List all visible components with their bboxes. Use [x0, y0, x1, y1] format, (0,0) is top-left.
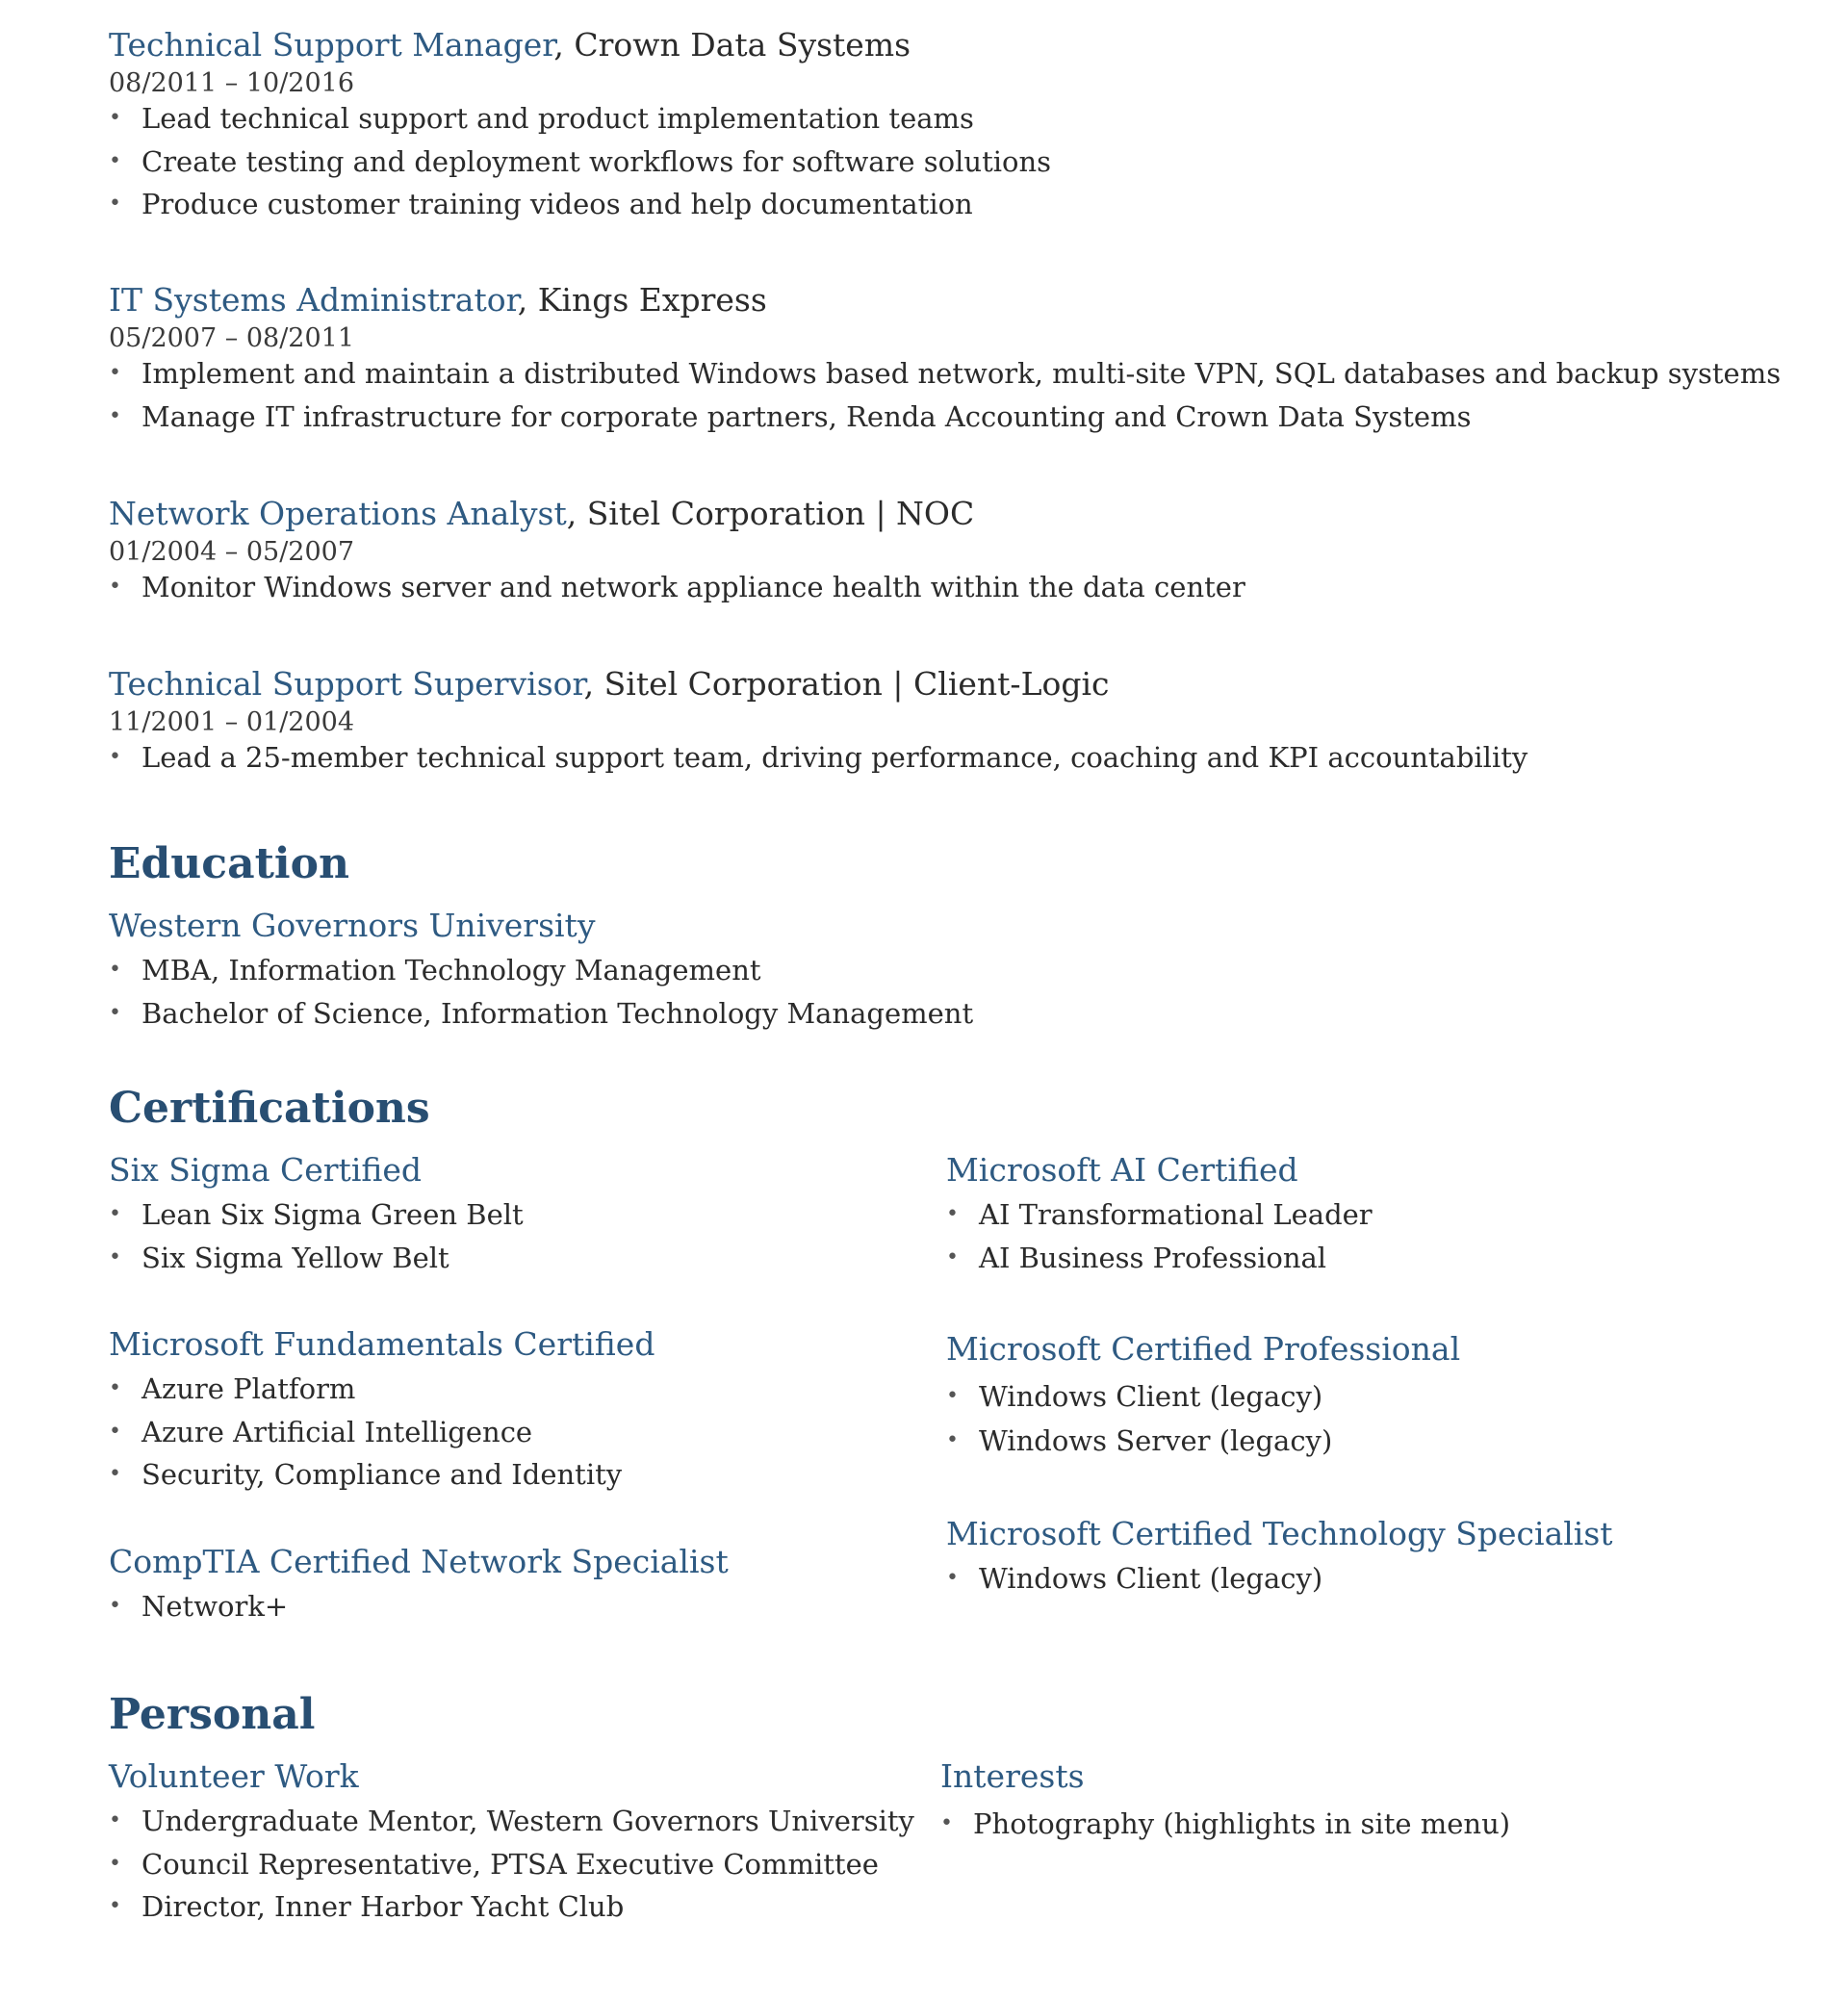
- experience-entry: [109, 24, 1051, 226]
- cert-group-title: Microsoft Fundamentals Certified: [109, 1325, 655, 1363]
- bullet-icon: •: [109, 1202, 121, 1226]
- job-company: , Crown Data Systems: [553, 26, 911, 64]
- bullet-icon: •: [946, 1428, 959, 1452]
- bullet-icon: •: [109, 1244, 121, 1269]
- list-item: • Create testing and deployment workflows for software solutions: [109, 141, 1051, 184]
- list-item: • Manage IT infrastructure for corporate partners, Renda Accounting and Crown Data Systems: [109, 396, 1781, 439]
- list-item: • Windows Server (legacy): [946, 1419, 1460, 1463]
- job-company: , Sitel Corporation | Client-Logic: [583, 665, 1110, 703]
- degree-list: [109, 949, 973, 1035]
- cert-group: [109, 1323, 654, 1497]
- bullet-icon: •: [946, 1384, 959, 1408]
- bullet-icon: •: [109, 1851, 121, 1876]
- list-item: • Council Representative, PTSA Executive Committee: [109, 1843, 914, 1886]
- list-item: • Lead technical support and product implementation teams: [109, 97, 1051, 141]
- bullet-icon: •: [946, 1244, 959, 1269]
- interests-block: [940, 1755, 1510, 1846]
- list-item: • Implement and maintain a distributed Windows based network, multi-site VPN, SQL databases and backup systems: [109, 352, 1781, 396]
- bullet-icon: •: [109, 192, 121, 216]
- volunteer-list: [109, 1800, 914, 1929]
- education-block: [109, 905, 973, 1035]
- experience-entry: [109, 663, 1527, 780]
- cert-group-title: CompTIA Certified Network Specialist: [109, 1543, 729, 1580]
- school-name: Western Governors University: [109, 907, 596, 944]
- personal-heading: Personal: [109, 1690, 316, 1739]
- cert-group: [109, 1149, 524, 1279]
- list-item: • MBA, Information Technology Management: [109, 949, 973, 992]
- cert-group-title: Six Sigma Certified: [109, 1151, 423, 1189]
- list-item: • AI Business Professional: [946, 1237, 1373, 1280]
- bullet-icon: •: [946, 1202, 959, 1226]
- cert-group: [109, 1541, 729, 1628]
- job-title-line: [109, 493, 1245, 535]
- job-role: Technical Support Manager: [109, 26, 554, 64]
- cert-list: [946, 1557, 1613, 1601]
- education-heading: Education: [109, 839, 349, 888]
- cert-group: [946, 1328, 1460, 1463]
- cert-group: [946, 1149, 1373, 1279]
- bullet-icon: •: [109, 1808, 121, 1832]
- job-dates: 08/2011 – 10/2016: [109, 68, 354, 98]
- job-title-line: [109, 279, 1781, 321]
- cert-group-title: Microsoft Certified Professional: [946, 1330, 1461, 1368]
- interests-title: Interests: [940, 1757, 1085, 1795]
- bullet-icon: •: [109, 575, 121, 599]
- volunteer-block: [109, 1755, 914, 1929]
- bullet-icon: •: [109, 148, 121, 173]
- volunteer-title: Volunteer Work: [109, 1757, 359, 1795]
- bullet-icon: •: [109, 1894, 121, 1918]
- job-role: IT Systems Administrator: [109, 281, 518, 319]
- cert-group-title: Microsoft AI Certified: [946, 1151, 1298, 1189]
- list-item: • Produce customer training videos and help documentation: [109, 183, 1051, 226]
- list-item: • Lean Six Sigma Green Belt: [109, 1193, 524, 1237]
- bullet-icon: •: [109, 958, 121, 982]
- job-bullets: [109, 566, 1245, 609]
- bullet-icon: •: [109, 1594, 121, 1618]
- job-dates: 05/2007 – 08/2011: [109, 323, 354, 353]
- list-item: • Windows Client (legacy): [946, 1374, 1460, 1419]
- cert-list: [946, 1193, 1373, 1279]
- job-role: Network Operations Analyst: [109, 495, 567, 532]
- cert-group-title: Microsoft Certified Technology Specialist: [946, 1515, 1613, 1552]
- list-item: • Lead a 25-member technical support team, driving performance, coaching and KPI accountability: [109, 736, 1527, 780]
- job-dates: 01/2004 – 05/2007: [109, 537, 354, 567]
- cert-list: [109, 1585, 729, 1628]
- job-title-line: [109, 24, 1051, 66]
- list-item: • Director, Inner Harbor Yacht Club: [109, 1885, 914, 1929]
- list-item: • Azure Artificial Intelligence: [109, 1411, 654, 1454]
- list-item: • Monitor Windows server and network appliance health within the data center: [109, 566, 1245, 609]
- cert-group: [946, 1513, 1613, 1601]
- bullet-icon: •: [109, 1419, 121, 1444]
- job-dates: 11/2001 – 01/2004: [109, 707, 354, 737]
- bullet-icon: •: [109, 1376, 121, 1400]
- list-item: • Bachelor of Science, Information Technology Management: [109, 992, 973, 1036]
- cert-list: [109, 1368, 654, 1497]
- bullet-icon: •: [109, 1000, 121, 1025]
- bullet-icon: •: [109, 361, 121, 385]
- bullet-icon: •: [109, 745, 121, 769]
- list-item: • Azure Platform: [109, 1368, 654, 1411]
- experience-entry: [109, 493, 1245, 609]
- certifications-heading: Certifications: [109, 1084, 430, 1133]
- list-item: • Six Sigma Yellow Belt: [109, 1237, 524, 1280]
- list-item: • Windows Client (legacy): [946, 1557, 1613, 1601]
- job-bullets: [109, 97, 1051, 226]
- bullet-icon: •: [109, 106, 121, 130]
- bullet-icon: •: [940, 1811, 953, 1835]
- list-item: • Network+: [109, 1585, 729, 1628]
- bullet-icon: •: [109, 1462, 121, 1486]
- job-bullets: [109, 736, 1527, 780]
- cert-list: [109, 1193, 524, 1279]
- list-item: • Undergraduate Mentor, Western Governors University: [109, 1800, 914, 1843]
- experience-entry: [109, 279, 1781, 438]
- job-title-line: [109, 663, 1527, 705]
- interests-list: [940, 1803, 1510, 1846]
- bullet-icon: •: [109, 403, 121, 428]
- bullet-icon: •: [946, 1566, 959, 1590]
- list-item: • Security, Compliance and Identity: [109, 1453, 654, 1497]
- job-role: Technical Support Supervisor: [109, 665, 584, 703]
- cert-list: [946, 1374, 1460, 1463]
- job-bullets: [109, 352, 1781, 438]
- job-company: , Kings Express: [517, 281, 767, 319]
- list-item: • AI Transformational Leader: [946, 1193, 1373, 1237]
- job-company: , Sitel Corporation | NOC: [566, 495, 975, 532]
- list-item: • Photography (highlights in site menu): [940, 1803, 1510, 1846]
